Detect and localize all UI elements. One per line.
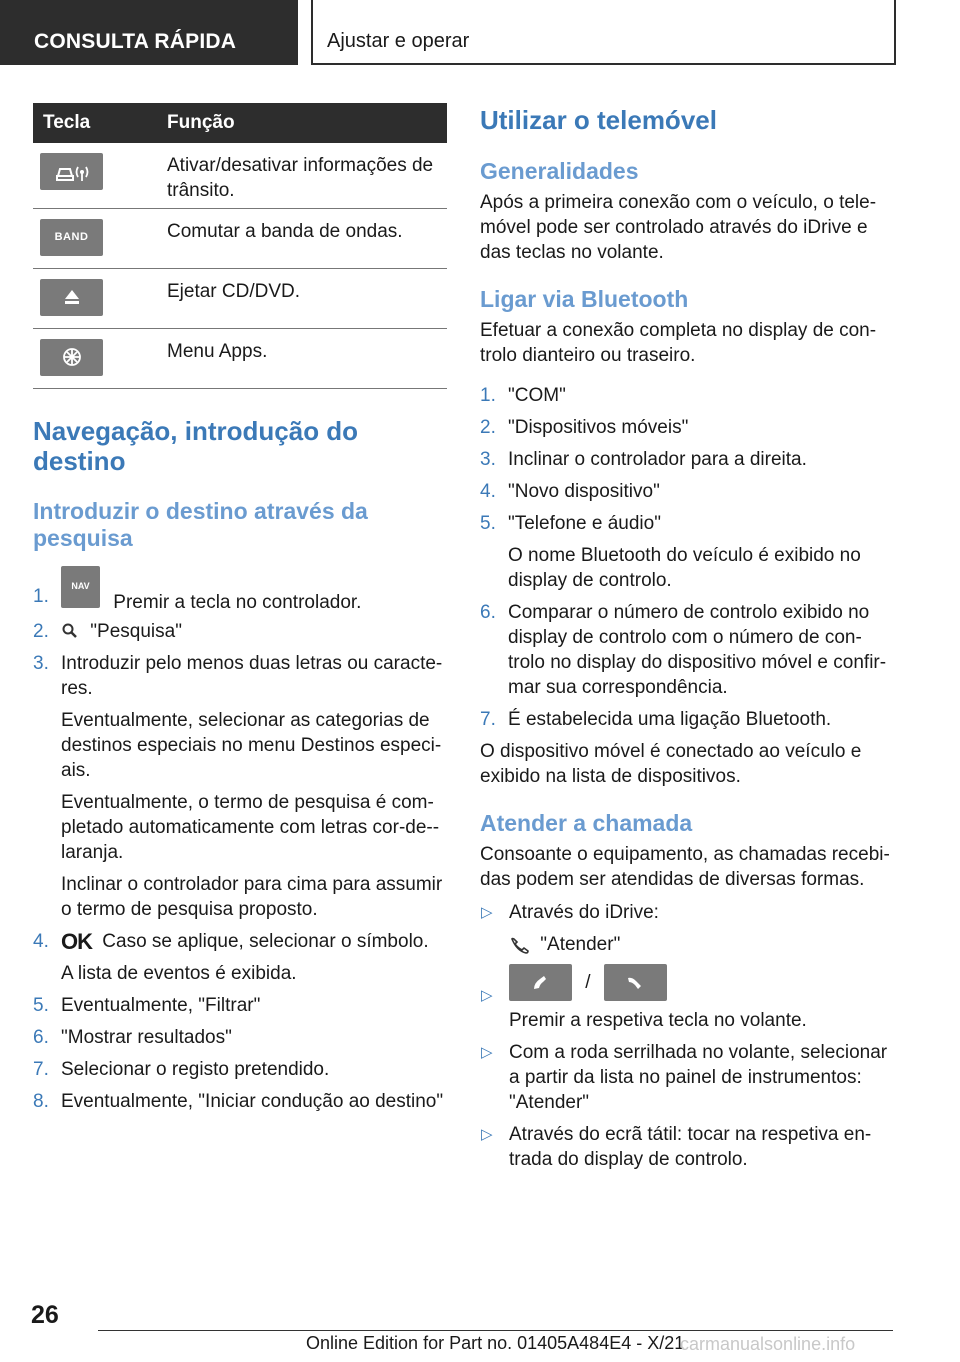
step-number: 7. xyxy=(480,709,496,730)
table-row xyxy=(33,328,447,388)
option-sub: Premir a respetiva tecla no volante. xyxy=(509,1010,807,1031)
step-number: 2. xyxy=(33,620,49,642)
step-note: Eventualmente, o termo de pesquisa é com-pletado automaticamente com letras cor-de--laranja. xyxy=(61,791,440,863)
option-text: Através do iDrive: xyxy=(509,902,659,923)
step-number: 3. xyxy=(33,652,49,674)
step-number: 6. xyxy=(33,1026,49,1048)
step-number: 6. xyxy=(480,602,496,623)
table-cell-function: Menu Apps. xyxy=(155,328,447,388)
step-note: O nome Bluetooth do veículo é exibido no display de controlo. xyxy=(508,545,861,591)
phone-heading: Utilizar o telemóvel xyxy=(480,105,717,135)
watermark: carmanualsonline.info xyxy=(680,1334,856,1354)
bullet-arrow-icon: ▷ xyxy=(481,1126,493,1143)
list-item xyxy=(480,964,895,1033)
list-item xyxy=(33,1057,447,1082)
step-text: Caso se aplique, selecionar o símbolo. xyxy=(102,930,429,952)
search-subheading: Introduzir o destino através da pesquisa xyxy=(33,497,368,551)
end-call-button-icon xyxy=(604,964,667,1001)
phone-handset-icon xyxy=(509,936,531,954)
step-text: É estabelecida uma ligação Bluetooth. xyxy=(508,709,832,730)
table-row xyxy=(33,208,447,268)
table-row xyxy=(33,143,447,208)
table-cell-function: Ejetar CD/DVD. xyxy=(155,268,447,328)
list-item xyxy=(480,415,895,440)
answer-options xyxy=(480,900,895,1172)
list-item xyxy=(33,1089,447,1114)
ok-icon: OK xyxy=(61,928,92,954)
general-text: Após a primeira conexão com o veículo, o tele-móvel pode ser controlado através do iDrive e das teclas no volante. xyxy=(480,192,877,263)
left-column xyxy=(33,103,447,1114)
right-column xyxy=(480,103,895,1172)
bluetooth-heading: Ligar via Bluetooth xyxy=(480,286,689,312)
answer-call-button-icon xyxy=(509,964,572,1001)
column-header-key: Tecla xyxy=(33,103,155,143)
bullet-arrow-icon: ▷ xyxy=(481,1044,493,1061)
bullet-arrow-icon: ▷ xyxy=(481,987,493,1004)
step-text: "COM" xyxy=(508,385,566,406)
step-text: Comparar o número de controlo exibido no display de controlo com o número de con-trolo no display do dispositivo móvel e confir-mar sua correspondência. xyxy=(508,602,887,698)
page-number: 26 xyxy=(31,1301,59,1329)
list-item xyxy=(480,479,895,504)
list-item xyxy=(33,993,447,1018)
nav-button-icon xyxy=(61,566,100,608)
step-number: 1. xyxy=(33,585,49,607)
band-icon-label: BAND xyxy=(54,230,89,243)
step-number: 2. xyxy=(480,417,496,438)
step-text: Selecionar o registo pretendido. xyxy=(61,1058,330,1080)
list-item xyxy=(480,511,895,593)
list-item xyxy=(480,447,895,472)
option-sub: "Atender" xyxy=(540,934,621,955)
step-text: Eventualmente, "Filtrar" xyxy=(61,994,261,1016)
navigation-heading: Navegação, introdução do destino xyxy=(33,415,359,476)
navigation-steps xyxy=(33,566,447,1114)
general-heading: Generalidades xyxy=(480,158,639,184)
key-function-table xyxy=(33,103,447,389)
list-item xyxy=(480,383,895,408)
step-number: 5. xyxy=(480,513,496,534)
step-text: Premir a tecla no controlador. xyxy=(113,591,362,613)
section-tab: CONSULTA RÁPIDA xyxy=(0,0,298,65)
column-header-function: Função xyxy=(155,103,447,143)
list-item xyxy=(480,900,895,957)
step-text: Introduzir pelo menos duas letras ou caracte-res. xyxy=(61,652,443,699)
list-item xyxy=(33,619,447,644)
step-number: 5. xyxy=(33,994,49,1016)
step-note: Inclinar o controlador para cima para assumir o termo de pesquisa proposto. xyxy=(61,873,443,920)
step-text: Eventualmente, "Iniciar condução ao destino" xyxy=(61,1090,444,1112)
answer-call-text: Consoante o equipamento, as chamadas recebi-das podem ser atendidas de diversas formas. xyxy=(480,844,890,890)
list-item xyxy=(480,707,895,732)
search-icon xyxy=(61,622,79,640)
bluetooth-steps xyxy=(480,383,895,732)
list-item xyxy=(33,566,447,612)
step-note: Eventualmente, selecionar as categorias de destinos especiais no menu Destinos especi-ais. xyxy=(61,709,442,781)
step-number: 3. xyxy=(480,449,496,470)
step-number: 4. xyxy=(480,481,496,502)
step-note: A lista de eventos é exibida. xyxy=(61,962,297,984)
step-number: 8. xyxy=(33,1090,49,1112)
step-text: "Novo dispositivo" xyxy=(508,481,660,502)
option-text: Com a roda serrilhada no volante, selecionar a partir da lista no painel de instrumentos: "Atender" xyxy=(509,1042,888,1113)
step-text: Inclinar o controlador para a direita. xyxy=(508,449,807,470)
step-number: 1. xyxy=(480,385,496,406)
edition-note: Online Edition for Part no. 01405A484E4 - X/21 xyxy=(306,1333,685,1353)
table-cell-function: Comutar a banda de ondas. xyxy=(155,208,447,268)
step-text: "Mostrar resultados" xyxy=(61,1026,232,1048)
step-text: "Dispositivos móveis" xyxy=(508,417,689,438)
list-item xyxy=(480,1122,895,1172)
list-item xyxy=(480,600,895,700)
apps-icon xyxy=(40,339,103,376)
option-text: Através do ecrã tátil: tocar na respetiva en-trada do display de controlo. xyxy=(509,1124,872,1170)
eject-icon xyxy=(40,279,103,316)
list-item xyxy=(33,929,447,986)
answer-call-heading: Atender a chamada xyxy=(480,810,693,836)
list-item xyxy=(33,651,447,922)
separator: / xyxy=(585,971,591,993)
footer-divider xyxy=(98,1330,893,1331)
band-icon xyxy=(40,219,103,256)
bluetooth-text: Efetuar a conexão completa no display de con-trolo dianteiro ou traseiro. xyxy=(480,320,877,366)
step-number: 7. xyxy=(33,1058,49,1080)
chapter-title: Ajustar e operar xyxy=(311,0,896,65)
nav-button-label: NAV xyxy=(71,581,90,591)
traffic-info-icon xyxy=(40,153,103,190)
step-text: "Telefone e áudio" xyxy=(508,513,661,534)
table-row xyxy=(33,268,447,328)
step-number: 4. xyxy=(33,930,49,952)
bluetooth-result: O dispositivo móvel é conectado ao veículo e exibido na lista de dispositivos. xyxy=(480,741,862,787)
bullet-arrow-icon: ▷ xyxy=(481,904,493,921)
list-item xyxy=(480,1040,895,1115)
list-item xyxy=(33,1025,447,1050)
step-text: "Pesquisa" xyxy=(90,620,182,642)
table-cell-function: Ativar/desativar informações de trânsito. xyxy=(155,143,447,208)
